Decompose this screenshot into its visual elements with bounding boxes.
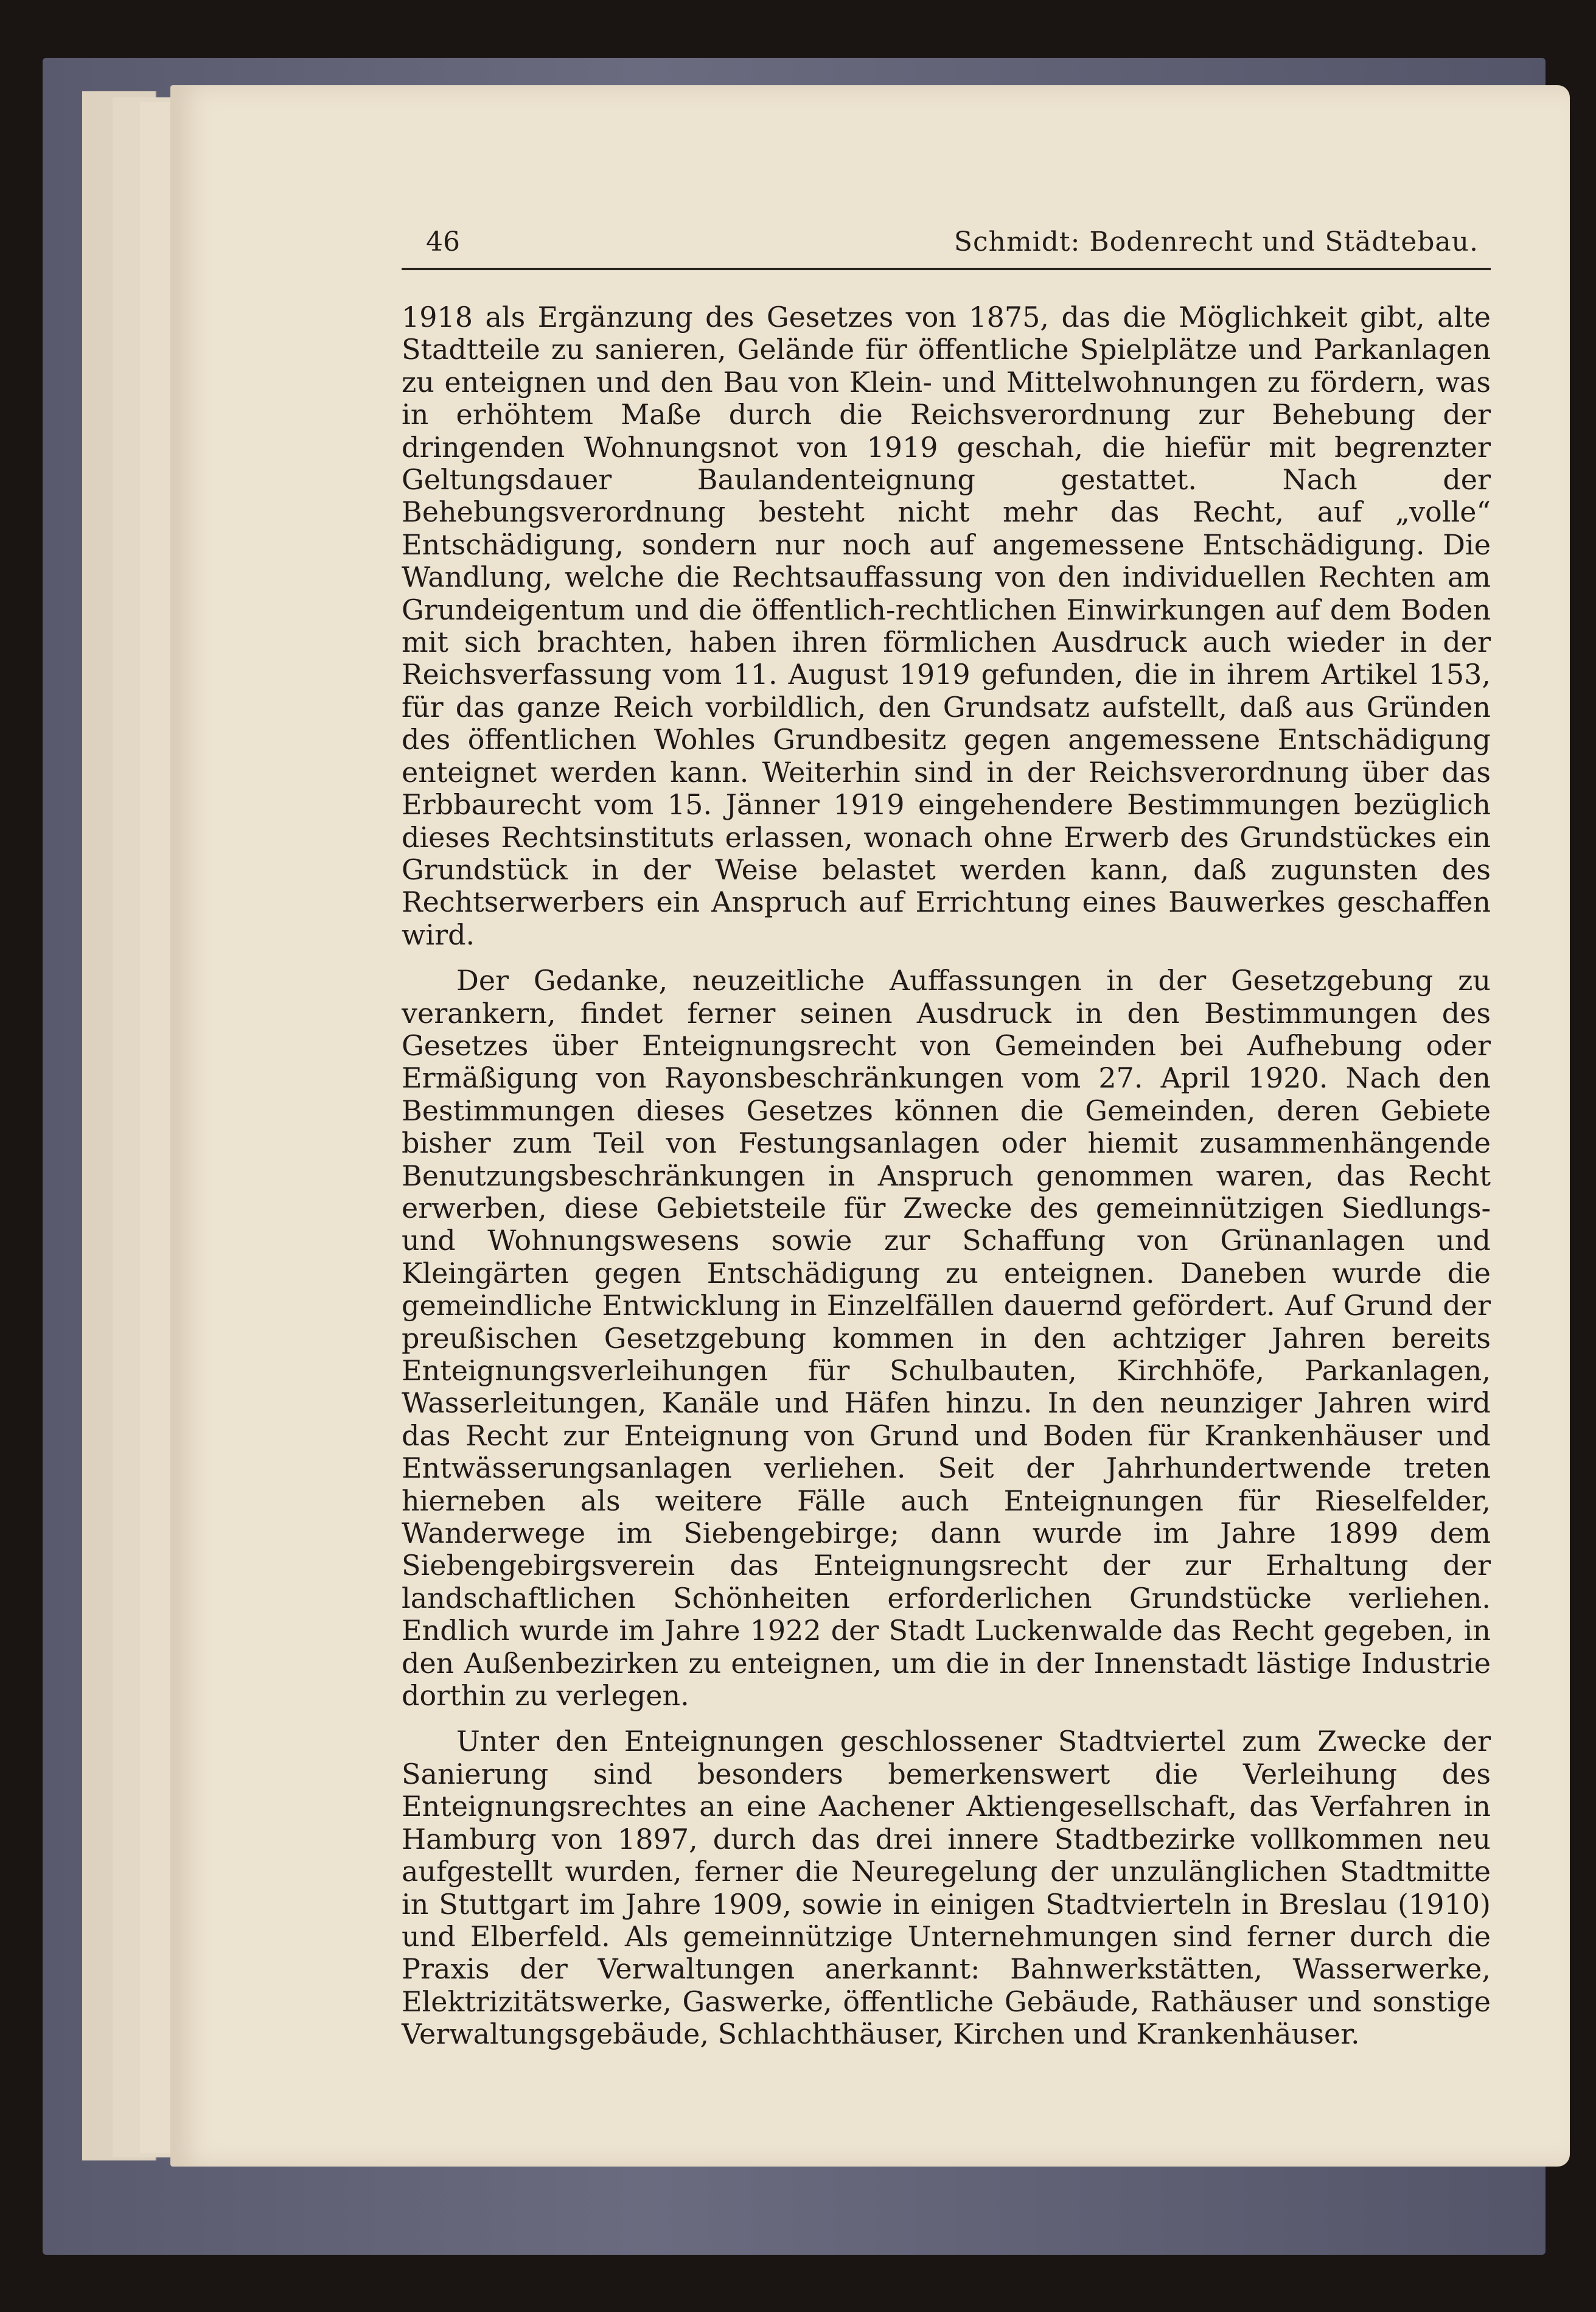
body-text [402, 301, 1491, 2064]
page-number: 46 [426, 226, 460, 257]
paragraph: Unter den Enteignungen geschlossener Stadtviertel zum Zwecke der Sanierung sind besonders bemerkenswert die Verleihung des Enteignungsrechtes an eine Aachener Aktiengesellschaft, das Verfahren in Hamburg von 1897, durch das drei innere Stadtbezirke vollkommen neu aufgestellt wurden, ferner die Neuregelung der unzulänglichen Stadtmitte in Stuttgart im Jahre 1909, sowie in einigen Stadtvierteln in Breslau (1910) und Elberfeld. Als gemeinnützige Unternehmungen sind ferner durch die Praxis der Verwaltungen anerkannt: Bahnwerkstätten, Wasserwerke, Elektrizitätswerke, Gaswerke, öffentliche Gebäude, Rathäuser und sonstige Verwaltungsgebäude, Schlachthäuser, Kirchen und Krankenhäuser. [402, 1725, 1491, 2051]
running-head: Schmidt: Bodenrecht und Städtebau. [953, 226, 1479, 257]
paragraph: Der Gedanke, neuzeitliche Auffassungen in der Gesetzgebung zu verankern, findet ferner seinen Ausdruck in den Bestimmungen des Gesetzes über Enteignungsrecht von Gemeinden bei Aufhebung oder Ermäßigung von Rayonsbeschränkungen vom 27. April 1920. Nach den Bestimmungen dieses Gesetzes können die Gemeinden, deren Gebiete bisher zum Teil von Festungsanlagen oder hiemit zusammenhängende Benutzungsbeschränkungen in Anspruch genommen waren, das Recht erwerben, diese Gebietsteile für Zwecke des gemeinnützigen Siedlungs- und Wohnungswesens sowie zur Schaffung von Grünanlagen und Kleingärten gegen Entschädigung zu enteignen. Daneben wurde die gemeindliche Entwicklung in Einzelfällen dauernd gefördert. Auf Grund der preußischen Gesetzgebung kommen in den achtziger Jahren bereits Enteignungsverleihungen für Schulbauten, Kirchhöfe, Parkanlagen, Wasserleitungen, Kanäle und Häfen hinzu. In den neunziger Jahren wird das Recht zur Enteignung von Grund und Boden für Krankenhäuser und Entwässerungsanlagen verliehen. Seit der Jahrhundertwende treten hierneben als weitere Fälle auch Enteignungen für Rieselfelder, Wanderwege im Siebengebirge; dann wurde im Jahre 1899 dem Siebengebirgsverein das Enteignungsrecht der zur Erhaltung der landschaftlichen Schönheiten erforderlichen Grundstücke verliehen. Endlich wurde im Jahre 1922 der Stadt Luckenwalde das Recht gegeben, in den Außenbezirken zu enteignen, um die in der Innenstadt lästige Industrie dorthin zu verlegen. [402, 964, 1491, 1713]
page-header [402, 219, 1491, 270]
paragraph: 1918 als Ergänzung des Gesetzes von 1875, das die Möglichkeit gibt, alte Stadtteile zu sanieren, Gelände für öffentliche Spielplätze und Parkanlagen zu enteignen und den Bau von Klein- und Mittelwohnungen zu fördern, was in erhöhtem Maße durch die Reichsverordnung zur Behebung der dringenden Wohnungsnot von 1919 geschah, die hiefür mit begrenzter Geltungsdauer Baulandenteignung gestattet. Nach der Behebungsverordnung besteht nicht mehr das Recht, auf „volle“ Entschädigung, sondern nur noch auf angemessene Entschädigung. Die Wandlung, welche die Rechtsauffassung von den individuellen Rechten am Grundeigentum und die öffentlich-rechtlichen Einwirkungen auf dem Boden mit sich brachten, haben ihren förmlichen Ausdruck auch wieder in der Reichsverfassung vom 11. August 1919 gefunden, die in ihrem Artikel 153, für das ganze Reich vorbildlich, den Grundsatz aufstellt, daß aus Gründen des öffentlichen Wohles Grundbesitz gegen angemessene Entschädigung enteignet werden kann. Weiterhin sind in der Reichsverordnung über das Erbbaurecht vom 15. Jänner 1919 eingehendere Bestimmungen bezüglich dieses Rechtsinstituts erlassen, wonach ohne Erwerb des Grundstückes ein Grundstück in der Weise belastet werden kann, daß zugunsten des Rechtserwerbers ein Anspruch auf Errichtung eines Bauwerkes geschaffen wird. [402, 301, 1491, 951]
